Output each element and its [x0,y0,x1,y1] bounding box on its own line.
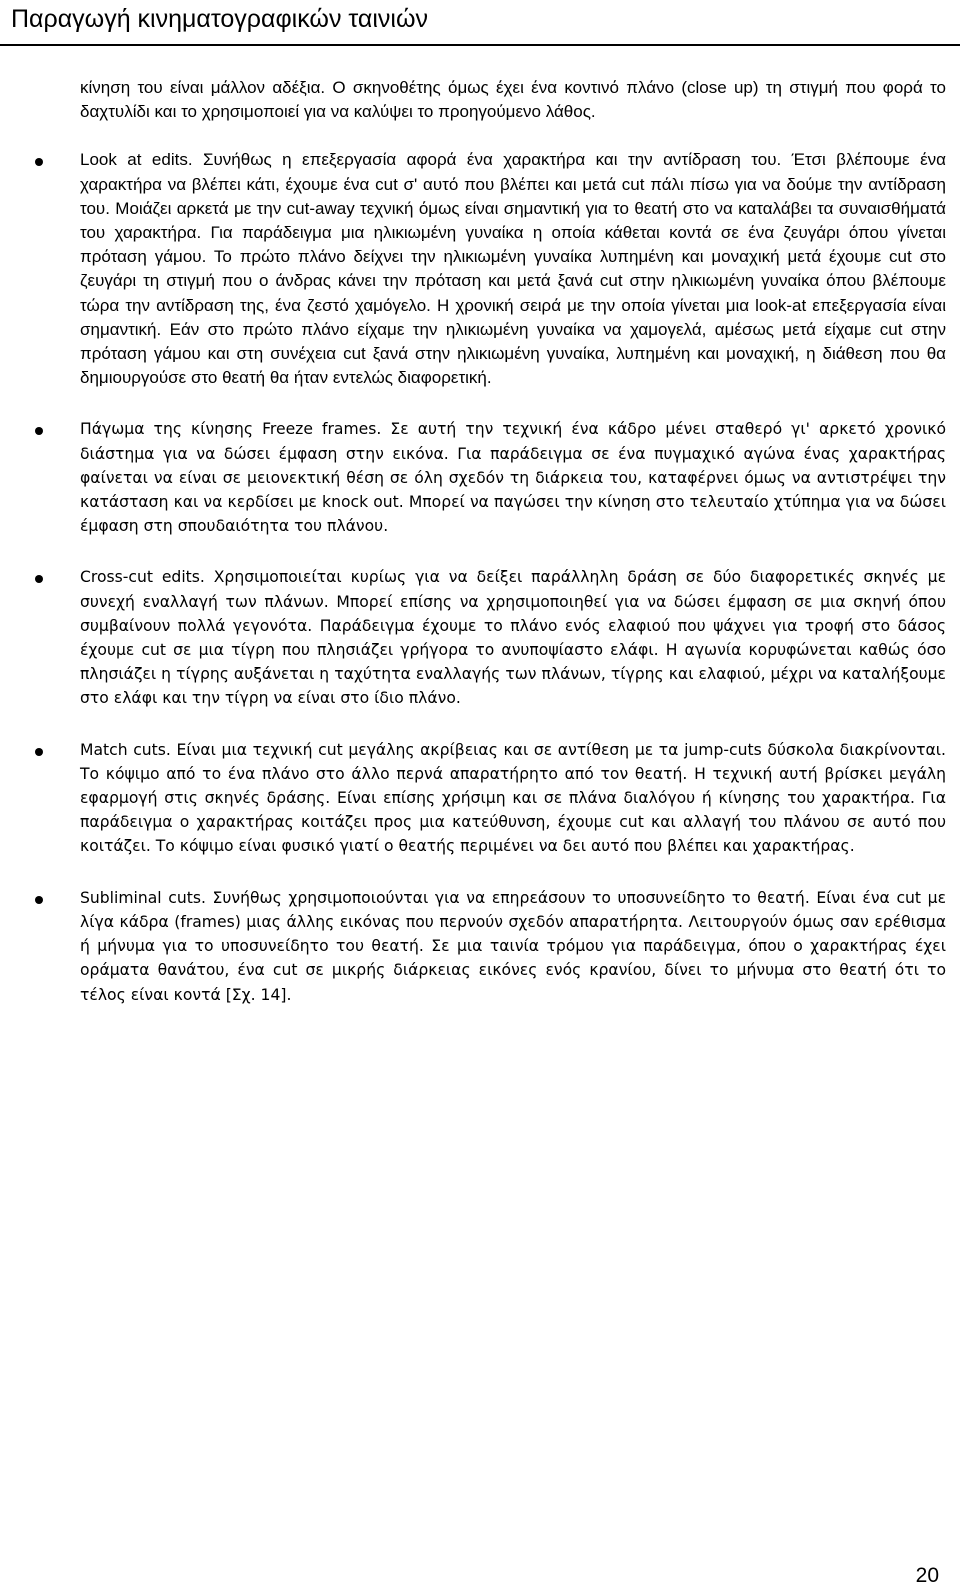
list-item-text [80,738,946,859]
header-title: Παραγωγή κινηματογραφικών ταινιών [11,5,428,33]
list-item-body: Χρησιμοποιείται κυρίως για να δείξει παράλληλη δράση σε δύο διαφορετικές σκηνές με συνεχή εναλλαγή των πλάνων. Μπορεί επίσης να χρησιμοποιηθεί για να δώσει έμφαση σε μια σκηνή όπου συμβαίνουν πολλά γεγονότα. Παράδειγμα έχουμε το πλάνο ενός ελαφιού που ψάχνει για τροφή στο δάσος έχουμε cut σε μια τίγρη που πλησιάζει γρήγορα το ανυποψίαστο ελάφι. Η αγωνία κορυφώνεται καθώς όσο πλησιάζει η τίγρης αυξάνεται η ταχύτητα εναλλαγής των πλάνων, τίγρης και ελαφιού, μέχρι να καταλήξουμε στο ελάφι και την τίγρη να είναι στο ίδιο πλάνο. [80,568,947,708]
list-item-text [80,148,946,390]
bullet-dot [35,896,43,904]
list-item-title: Subliminal cuts. [80,888,206,907]
list-item-body: Σε αυτή την τεχνική ένα κάδρο μένει σταθερό γι' αρκετό χρονικό διάστημα για να δώσει έμφαση στην εικόνα. Για παράδειγμα σε ένα πυγμαχικό αγώνα ένας χαρακτήρας φαίνεται να είναι σε μειονεκτική θέση σε όλη σχεδόν τη διάρκεια του, καταφέρνει όμως να αντιστρέψει την κατάσταση και να κερδίσει με knock out. Μπορεί να παγώσει την κίνηση στο τελευταίο χτύπημα για να δώσει έμφαση στη σπουδαιότητα του πλάνου. [80,420,946,536]
list-item-body: Συνήθως χρησιμοποιούνται για να επηρεάσουν το υποσυνείδητο το θεατή. Είναι ένα cut με λίγα κάδρα (frames) μιας άλλης εικόνας που περνούν σχεδόν απαρατήρητα. Λειτουργούν όμως σαν ερέθισμα ή μήνυμα για το υποσυνείδητο του θεατή. Σε μια ταινία τρόμου για παράδειγμα, όπου ο χαρακτήρας έχει οράματα θανάτου, ένα cut σε μικρής διάρκειας εικόνες ενός κρανίου, δίνει το μήνυμα στο θεατή ότι το τέλος είναι κοντά [Σχ. 14]. [80,888,946,1004]
page-number: 20 [915,1564,939,1587]
list-item-look-at-edits [80,148,946,390]
page-content [80,76,946,1007]
continuation-paragraph: κίνηση του είναι μάλλον αδέξια. Ο σκηνοθέτης όμως έχει ένα κοντινό πλάνο (close up) τη στιγμή που φορά το δαχτυλίδι και το χρησιμοποιεί για να καλύψει το προηγούμενο λάθος. [80,78,946,122]
list-item-text [80,886,946,1007]
list-item-title: Cross-cut edits. [80,568,205,587]
list-item-cross-cut-edits [80,565,946,710]
list-item-freeze-frames [80,417,946,538]
bullet-dot [35,575,43,583]
list-item-title: Look at edits. [80,150,193,170]
bullet-dot [35,158,43,166]
list-item-body: Είναι μια τεχνική cut μεγάλης ακρίβειας και σε αντίθεση με τα jump-cuts δύσκολα διακρίνονται. Το κόψιμο από το ένα πλάνο στο άλλο περνά απαρατήρητο από τον θεατή. Η τεχνική αυτή βρίσκει μεγάλη εφαρμογή στις σκηνές δράσης. Είναι επίσης χρήσιμη και σε πλάνα διαλόγου ή κίνησης του χαρακτήρα. Για παράδειγμα ο χαρακτήρας κοιτάζει προς μια κατεύθυνση, έχουμε cut και αλλαγή του πλάνου σε αυτό που κοιτάζει. Το κόψιμο είναι φυσικό γιατί ο θεατής περιμένει να δει αυτό που βλέπει και χαρακτήρας. [80,740,946,856]
list-item-text [80,565,946,710]
list-item-title: Match cuts. [80,740,171,759]
list-item-body: Συνήθως η επεξεργασία αφορά ένα χαρακτήρα και την αντίδραση του. Έτσι βλέπουμε ένα χαρακτήρα να βλέπει κάτι, έχουμε ένα cut σ' αυτό που βλέπει και μετά cut πάλι πίσω για να δούμε την αντίδραση του. Μοιάζει αρκετά με την cut-away τεχνική όμως είναι σημαντική για το θεατή στο να καταλάβει τα συναισθήματά του χαρακτήρα. Για παράδειγμα μια ηλικιωμένη γυναίκα η οποία κάθεται κοντά σε ένα ζευγάρι όπου γίνεται πρόταση γάμου. Το πρώτο πλάνο δείχνει την ηλικιωμένη γυναίκα λυπημένη και μοναχική μετά έχουμε cut στο ζευγάρι τη στιγμή που ο άνδρας κάνει την πρόταση και μετά ξανά cut στην ηλικιωμένη γυναίκα όπου βλέπουμε τώρα την αντίδραση της, ένα ζεστό χαμόγελο. Η χρονική σειρά με την οποία γίνεται μια look-at επεξεργασία είναι σημαντική. Εάν στο πρώτο πλάνο είχαμε την ηλικιωμένη γυναίκα να χαμογελά, αμέσως μετά είχαμε cut στην πρόταση γάμου και στη συνέχεια cut ξανά στην ηλικιωμένη γυναίκα, λυπημένη και μοναχική, η διάθεση που θα δημιουργούσε στο θεατή θα ήταν εντελώς διαφορετική. [80,150,946,388]
list-item-title: Πάγωμα της κίνησης Freeze frames. [80,420,382,439]
list-item-match-cuts [80,738,946,859]
list-item-text [80,417,946,538]
list-item-subliminal-cuts [80,886,946,1007]
bullet-dot [35,748,43,756]
bullet-dot [35,427,43,435]
page-header [0,0,960,46]
